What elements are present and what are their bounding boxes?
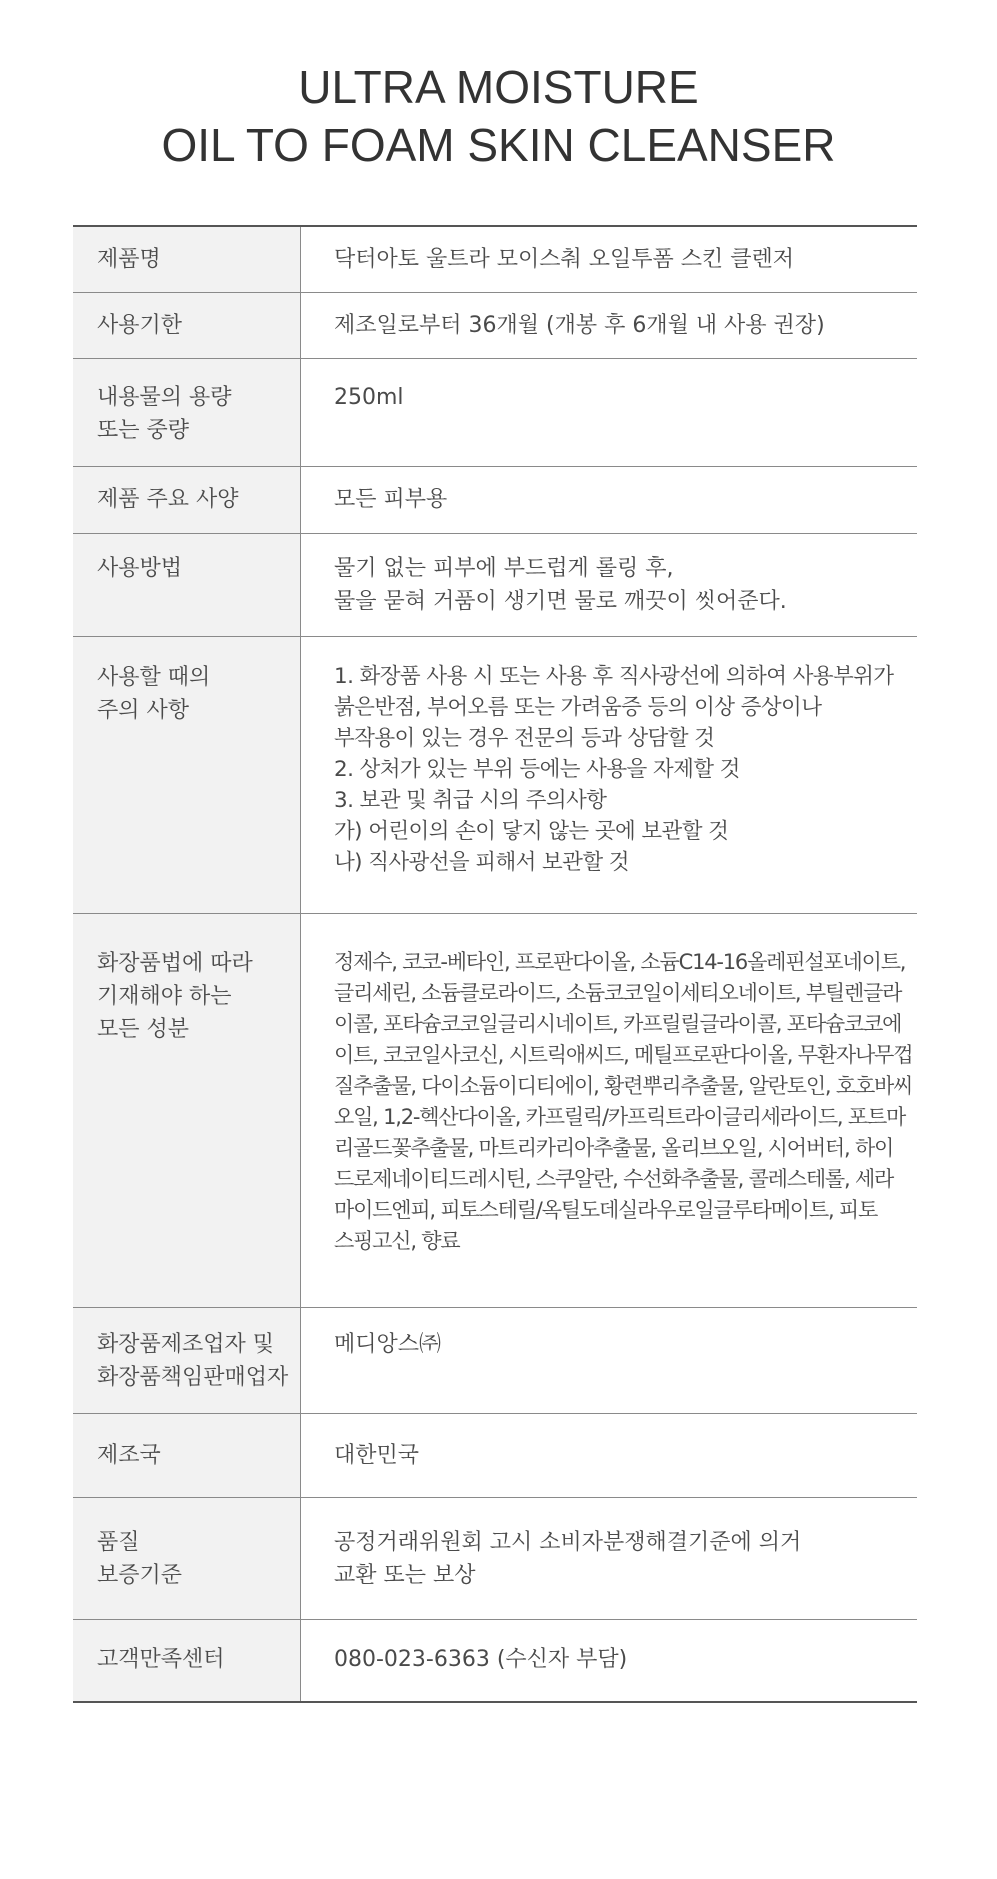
row-expiry [73,293,917,359]
row-label: 사용기한 [73,293,301,358]
row-value: 250ml [334,385,404,410]
row-value: 모든 피부용 [334,487,448,512]
row-value: 제조일로부터 36개월 (개봉 후 6개월 내 사용 권장) [334,313,825,338]
row-value: 공정거래위원회 고시 소비자분쟁해결기준에 의거 교환 또는 보상 [334,1530,802,1588]
row-label: 사용방법 [73,534,301,636]
row-label: 제품 주요 사양 [73,467,301,533]
row-value: 메디앙스㈜ [334,1332,442,1357]
row-value: 1. 화장품 사용 시 또는 사용 후 직사광선에 의하여 사용부위가 붉은반점, 부어오름 또는 가려움증 등의 이상 증상이나 부작용이 있는 경우 전문의 등과 상담할 것 2. 상처가 있는 부위 등에는 사용을 자제할 것 3. 보관 및 취급 시의 주의사항 가) 어린이의 손이 닿지 않는 곳에 보관할 것 나) 직사광선을 피해서 보관할 것 [334,664,894,875]
row-value: 대한민국 [334,1443,420,1468]
row-ingredients [73,914,917,1308]
row-label: 품질 보증기준 [73,1498,301,1619]
title-line-1: ULTRA MOISTURE [298,61,699,113]
row-label: 사용할 때의 주의 사항 [73,637,301,913]
row-caution [73,637,917,914]
row-label: 화장품제조업자 및 화장품책임판매업자 [73,1308,301,1413]
product-info-table [73,225,917,1703]
row-country [73,1414,917,1498]
row-customer-center [73,1620,917,1701]
row-volume [73,359,917,467]
row-value: 닥터아토 울트라 모이스춰 오일투폼 스킨 클렌저 [334,247,795,272]
row-label: 고객만족센터 [73,1620,301,1701]
title-line-2: OIL TO FOAM SKIN CLEANSER [161,119,836,171]
row-value: 물기 없는 피부에 부드럽게 롤링 후, 물을 묻혀 거품이 생기면 물로 깨끗이 씻어준다. [334,556,787,614]
row-value: 080-023-6363 (수신자 부담) [334,1647,628,1672]
row-label: 화장품법에 따라 기재해야 하는 모든 성분 [73,914,301,1307]
row-usage [73,534,917,637]
row-label: 내용물의 용량 또는 중량 [73,359,301,466]
row-label: 제조국 [73,1414,301,1497]
page-title [0,58,997,174]
row-product-name [73,227,917,293]
row-quality [73,1498,917,1620]
row-value: 정제수, 코코-베타인, 프로판다이올, 소듐C14-16올레핀설포네이트, 글리세린, 소듐클로라이드, 소듐코코일이세티오네이트, 부틸렌글라 이콜, 포타슘코코일글리시네이트, 카프릴릴글라이콜, 포타슘코코에 이트, 코코일사코신, 시트릭애씨드, 메틸프로판다이올, 무환자나무껍 질추출물, 다이소듐이디티에이, 황련뿌리추출물, 알란토인, 호호바씨 오일, 1,2-헥산다이올, 카프릴릭/카프릭트라이글리세라이드, 포트마 리골드꽃추출물, 마트리카리아추출물, 올리브오일, 시어버터, 하이 드로제네이티드레시틴, 스쿠알란, 수선화추출물, 콜레스테롤, 세라 마이드엔피, 피토스테릴/옥틸도데실라우로일글루타메이트, 피토 스핑고신, 향료 [334,950,913,1253]
row-label: 제품명 [73,227,301,292]
row-manufacturer [73,1308,917,1414]
row-spec [73,467,917,534]
